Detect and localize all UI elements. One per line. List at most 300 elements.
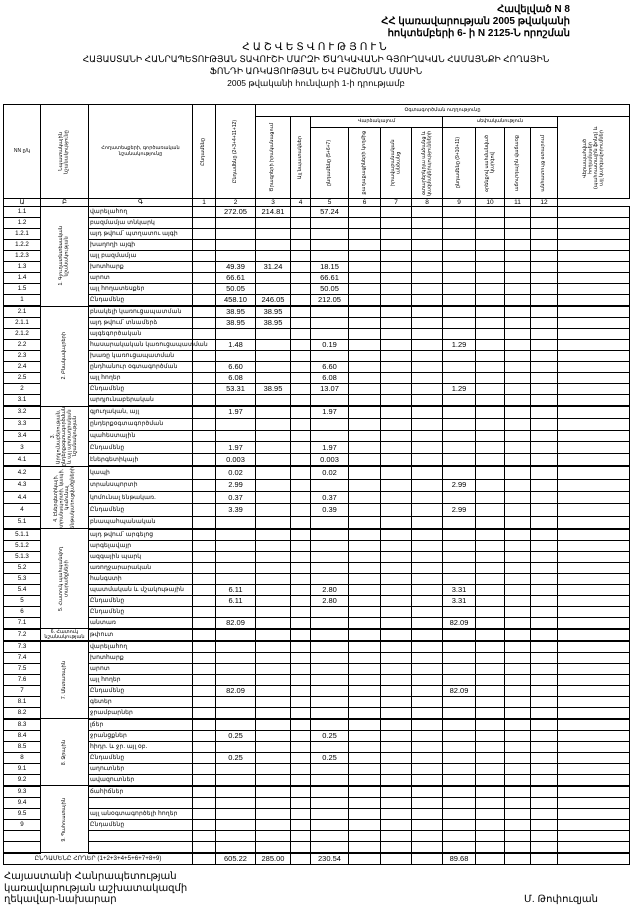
cell-col-7 — [412, 295, 443, 307]
cell-col-2 — [256, 573, 291, 584]
cell-unit — [193, 752, 216, 763]
cell-col-8 — [443, 573, 476, 584]
row-number: 8 — [4, 752, 41, 763]
cell-col-5 — [349, 562, 381, 573]
cell-col-10 — [505, 797, 531, 808]
cell-col-1: 49.39 — [216, 262, 256, 273]
cell-col-3 — [291, 730, 311, 741]
cell-col-5 — [349, 540, 381, 551]
cell-col-5 — [349, 466, 381, 479]
cell-col-12 — [558, 406, 630, 418]
cell-unit — [193, 641, 216, 653]
cell-col-7 — [412, 752, 443, 763]
cell-col-5 — [349, 418, 381, 430]
row-name: այդ թվում՝ պտղատու այգի — [89, 229, 193, 240]
row-number: 5.1 — [4, 516, 41, 529]
cell-col-9 — [476, 318, 505, 329]
cell-col-1: 1.97 — [216, 406, 256, 418]
cell-col-5 — [349, 584, 381, 595]
land-category-label: 6. Հատուկ նշանակության — [44, 628, 85, 640]
table-row — [4, 295, 630, 307]
table-row — [4, 491, 630, 503]
row-number: 9.3 — [4, 786, 41, 798]
cell-col-3 — [291, 318, 311, 329]
cell-col-8 — [443, 752, 476, 763]
cell-col-4 — [311, 218, 349, 229]
cell-col-12 — [558, 540, 630, 551]
cell-col-10 — [505, 284, 531, 295]
cell-col-12 — [558, 551, 630, 562]
cell-col-7 — [412, 262, 443, 273]
cell-col-3 — [291, 251, 311, 262]
cell-col-5 — [349, 207, 381, 218]
cell-col-12 — [558, 516, 630, 529]
cell-col-10 — [505, 454, 531, 466]
cell-col-12 — [558, 617, 630, 629]
total-col-6 — [381, 853, 412, 865]
table-row — [4, 808, 630, 819]
cell-col-1 — [216, 551, 256, 562]
cell-col-5 — [349, 685, 381, 696]
cell-col-4: 6.08 — [311, 373, 349, 384]
column-code: Ա — [4, 199, 41, 207]
header-c10-text: աճուրդային վաճառք — [513, 134, 520, 192]
header-c2 — [256, 117, 291, 199]
cell-col-11 — [531, 318, 558, 329]
cell-col-4 — [311, 841, 349, 853]
cell-col-2 — [256, 551, 291, 562]
row-number: 7.4 — [4, 652, 41, 663]
cell-col-9 — [476, 752, 505, 763]
table-row — [4, 606, 630, 617]
cell-unit — [193, 741, 216, 752]
cell-col-3 — [291, 819, 311, 830]
cell-col-10 — [505, 707, 531, 719]
cell-col-12 — [558, 652, 630, 663]
cell-col-1 — [216, 786, 256, 798]
cell-col-8 — [443, 454, 476, 466]
cell-col-6 — [381, 218, 412, 229]
cell-col-6 — [381, 797, 412, 808]
cell-col-7 — [412, 479, 443, 491]
cell-col-1 — [216, 841, 256, 853]
cell-col-5 — [349, 741, 381, 752]
cell-col-4 — [311, 479, 349, 491]
cell-col-6 — [381, 573, 412, 584]
cell-col-9 — [476, 262, 505, 273]
cell-col-12 — [558, 466, 630, 479]
cell-unit — [193, 573, 216, 584]
cell-unit — [193, 229, 216, 240]
header-c1-text: Ընդամենը (2+3+4+11+12) — [231, 119, 238, 184]
cell-col-8 — [443, 841, 476, 853]
row-number: 2.4 — [4, 362, 41, 373]
cell-col-7 — [412, 207, 443, 218]
cell-col-10 — [505, 819, 531, 830]
cell-col-1 — [216, 641, 256, 653]
cell-col-10 — [505, 741, 531, 752]
cell-col-3 — [291, 273, 311, 284]
row-number: 4.4 — [4, 491, 41, 503]
cell-unit — [193, 707, 216, 719]
cell-col-9 — [476, 741, 505, 752]
cell-col-3 — [291, 395, 311, 407]
cell-col-11 — [531, 251, 558, 262]
header-c4-text: ընդամենը (5+6+7) — [325, 139, 332, 187]
cell-col-10 — [505, 295, 531, 307]
cell-col-5 — [349, 454, 381, 466]
land-category-cell — [41, 529, 89, 629]
cell-col-9 — [476, 641, 505, 653]
row-number: 9 — [4, 819, 41, 830]
header-c12-text: Վերապահված հողամասեր (պահուստային ֆոնդ) և այլ կարգավորումներ — [581, 126, 604, 189]
table-row — [4, 774, 630, 786]
cell-col-2: 214.81 — [256, 207, 291, 218]
cell-col-9 — [476, 273, 505, 284]
row-name: խառը կառուցապատման — [89, 351, 193, 362]
cell-unit — [193, 306, 216, 318]
cell-col-1 — [216, 573, 256, 584]
cell-col-11 — [531, 384, 558, 395]
cell-col-10 — [505, 786, 531, 798]
cell-col-12 — [558, 819, 630, 830]
row-name: կոմունալ ենթակառ. — [89, 491, 193, 503]
cell-unit — [193, 318, 216, 329]
cell-col-6 — [381, 841, 412, 853]
cell-col-9 — [476, 406, 505, 418]
cell-col-11 — [531, 262, 558, 273]
cell-col-2 — [256, 362, 291, 373]
cell-col-10 — [505, 442, 531, 454]
row-number: 1.3 — [4, 262, 41, 273]
row-name: Ընդամենը — [89, 442, 193, 454]
cell-col-6 — [381, 641, 412, 653]
cell-col-2 — [256, 218, 291, 229]
cell-col-7 — [412, 808, 443, 819]
cell-col-2 — [256, 284, 291, 295]
cell-col-11 — [531, 529, 558, 541]
row-number: 6 — [4, 606, 41, 617]
table-row — [4, 516, 630, 529]
cell-col-1: 82.09 — [216, 617, 256, 629]
row-number: 2.1.1 — [4, 318, 41, 329]
cell-col-8 — [443, 373, 476, 384]
cell-col-9 — [476, 730, 505, 741]
cell-unit — [193, 373, 216, 384]
table-row — [4, 442, 630, 454]
cell-col-2 — [256, 430, 291, 442]
row-name: արոտ — [89, 663, 193, 674]
cell-col-6 — [381, 329, 412, 340]
cell-col-2 — [256, 841, 291, 853]
cell-col-1 — [216, 562, 256, 573]
cell-unit — [193, 251, 216, 262]
cell-col-5 — [349, 218, 381, 229]
cell-col-12 — [558, 418, 630, 430]
header-c1 — [216, 105, 256, 199]
cell-col-2 — [256, 351, 291, 362]
cell-col-9 — [476, 516, 505, 529]
cell-col-5 — [349, 841, 381, 853]
cell-col-2 — [256, 504, 291, 516]
cell-col-11 — [531, 406, 558, 418]
cell-col-11 — [531, 229, 558, 240]
cell-col-12 — [558, 318, 630, 329]
cell-col-7 — [412, 774, 443, 786]
row-number: 5.1.3 — [4, 551, 41, 562]
cell-col-12 — [558, 218, 630, 229]
cell-col-2 — [256, 595, 291, 606]
row-number: 2.2 — [4, 340, 41, 351]
row-name: առողջարարական — [89, 562, 193, 573]
cell-col-3 — [291, 774, 311, 786]
cell-col-9 — [476, 362, 505, 373]
cell-col-5 — [349, 240, 381, 251]
cell-col-10 — [505, 318, 531, 329]
cell-unit — [193, 384, 216, 395]
cell-col-12 — [558, 491, 630, 503]
row-number: 1.2 — [4, 218, 41, 229]
cell-col-1 — [216, 652, 256, 663]
cell-col-9 — [476, 491, 505, 503]
cell-col-9 — [476, 306, 505, 318]
header-c4 — [311, 128, 349, 199]
cell-col-2 — [256, 584, 291, 595]
cell-col-2 — [256, 395, 291, 407]
cell-col-7 — [412, 641, 443, 653]
cell-col-4 — [311, 786, 349, 798]
cell-unit — [193, 595, 216, 606]
land-category-cell — [41, 719, 89, 786]
row-name: Ընդամենը — [89, 295, 193, 307]
cell-col-7 — [412, 373, 443, 384]
table-row — [4, 351, 630, 362]
cell-col-12 — [558, 741, 630, 752]
cell-col-9 — [476, 373, 505, 384]
cell-col-6 — [381, 491, 412, 503]
cell-col-4 — [311, 551, 349, 562]
row-number: 8.1 — [4, 696, 41, 707]
cell-col-11 — [531, 830, 558, 841]
cell-col-3 — [291, 562, 311, 573]
cell-col-7 — [412, 617, 443, 629]
cell-col-12 — [558, 284, 630, 295]
cell-col-7 — [412, 395, 443, 407]
cell-col-7 — [412, 730, 443, 741]
land-category-label: 7. Անտառային — [60, 661, 67, 700]
cell-col-10 — [505, 595, 531, 606]
cell-col-6 — [381, 606, 412, 617]
cell-col-4: 0.25 — [311, 730, 349, 741]
cell-col-8 — [443, 674, 476, 685]
cell-col-11 — [531, 362, 558, 373]
cell-col-8 — [443, 641, 476, 653]
land-category-cell — [41, 629, 89, 641]
cell-col-1 — [216, 696, 256, 707]
cell-col-4 — [311, 685, 349, 696]
cell-col-3 — [291, 641, 311, 653]
header-ownership-group: սեփականություն — [443, 117, 558, 128]
cell-unit — [193, 491, 216, 503]
row-number: 9.2 — [4, 774, 41, 786]
cell-col-12 — [558, 373, 630, 384]
cell-col-5 — [349, 340, 381, 351]
cell-col-9 — [476, 573, 505, 584]
cell-col-9 — [476, 663, 505, 674]
cell-col-12 — [558, 841, 630, 853]
cell-col-5 — [349, 229, 381, 240]
cell-col-8 — [443, 306, 476, 318]
row-number: 8.3 — [4, 719, 41, 731]
cell-col-1 — [216, 707, 256, 719]
cell-col-5 — [349, 752, 381, 763]
cell-col-7 — [412, 318, 443, 329]
row-name: խոտհարք — [89, 262, 193, 273]
cell-col-5 — [349, 273, 381, 284]
total-label: ԸՆԴԱՄԵՆԸ ՀՈՂԵՐ (1+2+3+4+5+6+7+8+9) — [4, 853, 193, 865]
cell-col-9 — [476, 652, 505, 663]
table-row — [4, 362, 630, 373]
cell-col-9 — [476, 763, 505, 774]
cell-col-12 — [558, 273, 630, 284]
cell-col-8 — [443, 218, 476, 229]
table-row — [4, 240, 630, 251]
cell-col-9 — [476, 384, 505, 395]
cell-col-3 — [291, 808, 311, 819]
cell-col-4 — [311, 819, 349, 830]
cell-col-3 — [291, 430, 311, 442]
cell-col-6 — [381, 830, 412, 841]
cell-col-12 — [558, 384, 630, 395]
cell-col-6 — [381, 229, 412, 240]
cell-col-1: 6.11 — [216, 584, 256, 595]
table-row — [4, 841, 630, 853]
cell-col-1: 272.05 — [216, 207, 256, 218]
cell-col-10 — [505, 329, 531, 340]
cell-col-6 — [381, 730, 412, 741]
row-name: տրանսպորտի — [89, 479, 193, 491]
cell-col-4: 6.60 — [311, 362, 349, 373]
cell-col-12 — [558, 529, 630, 541]
total-col-1: 605.22 — [216, 853, 256, 865]
cell-col-8: 2.99 — [443, 479, 476, 491]
cell-unit — [193, 663, 216, 674]
cell-col-2 — [256, 273, 291, 284]
cell-col-8: 3.31 — [443, 584, 476, 595]
cell-col-4 — [311, 674, 349, 685]
cell-col-11 — [531, 284, 558, 295]
cell-col-10 — [505, 551, 531, 562]
row-number: 7 — [4, 685, 41, 696]
cell-col-7 — [412, 340, 443, 351]
cell-unit — [193, 284, 216, 295]
cell-col-11 — [531, 730, 558, 741]
cell-col-3 — [291, 406, 311, 418]
cell-unit — [193, 562, 216, 573]
cell-col-7 — [412, 707, 443, 719]
row-name: Ընդամենը — [89, 685, 193, 696]
cell-col-5 — [349, 797, 381, 808]
cell-col-6 — [381, 617, 412, 629]
row-name — [89, 797, 193, 808]
row-name: ճահիճներ — [89, 786, 193, 798]
row-number: 4.1 — [4, 454, 41, 466]
table-row — [4, 306, 630, 318]
table-row — [4, 562, 630, 573]
cell-col-2 — [256, 763, 291, 774]
cell-col-9 — [476, 430, 505, 442]
cell-col-3 — [291, 551, 311, 562]
cell-col-7 — [412, 584, 443, 595]
row-name: ընդհանուր օգտագործման — [89, 362, 193, 373]
row-name: ջրանցքներ — [89, 730, 193, 741]
row-name: այլ հողեր — [89, 373, 193, 384]
row-name: այդ թվում՝ տնամերձ — [89, 318, 193, 329]
cell-col-8 — [443, 629, 476, 641]
cell-col-4 — [311, 395, 349, 407]
cell-col-10 — [505, 696, 531, 707]
cell-col-9 — [476, 707, 505, 719]
cell-col-12 — [558, 207, 630, 218]
row-name: խոտհարք — [89, 652, 193, 663]
table-row — [4, 652, 630, 663]
cell-col-3 — [291, 466, 311, 479]
cell-col-7 — [412, 362, 443, 373]
cell-col-5 — [349, 595, 381, 606]
cell-col-8 — [443, 430, 476, 442]
cell-col-6 — [381, 384, 412, 395]
row-name: լճեր — [89, 719, 193, 731]
cell-col-1: 1.48 — [216, 340, 256, 351]
cell-col-11 — [531, 707, 558, 719]
cell-col-11 — [531, 685, 558, 696]
cell-col-8 — [443, 466, 476, 479]
total-col-2: 285.00 — [256, 853, 291, 865]
cell-col-9 — [476, 479, 505, 491]
cell-col-6 — [381, 262, 412, 273]
cell-col-10 — [505, 584, 531, 595]
cell-col-7 — [412, 406, 443, 418]
row-number: 2.1.2 — [4, 329, 41, 340]
land-fund-table — [3, 104, 630, 865]
row-name: աղուտներ — [89, 763, 193, 774]
table-row — [4, 406, 630, 418]
cell-col-10 — [505, 752, 531, 763]
cell-col-12 — [558, 442, 630, 454]
row-number: 3 — [4, 442, 41, 454]
cell-unit — [193, 218, 216, 229]
cell-col-7 — [412, 384, 443, 395]
cell-col-2 — [256, 685, 291, 696]
cell-col-11 — [531, 774, 558, 786]
row-number: 8.2 — [4, 707, 41, 719]
cell-col-8 — [443, 318, 476, 329]
document-date: 2005 թվականի հունվարի 1-ի դրությամբ — [227, 78, 405, 88]
cell-col-3 — [291, 663, 311, 674]
cell-col-12 — [558, 351, 630, 362]
cell-col-3 — [291, 479, 311, 491]
cell-col-8 — [443, 284, 476, 295]
table-row — [4, 674, 630, 685]
header-c5 — [349, 128, 381, 199]
cell-unit — [193, 629, 216, 641]
cell-col-8 — [443, 262, 476, 273]
cell-col-9 — [476, 674, 505, 685]
cell-col-2 — [256, 340, 291, 351]
cell-col-5 — [349, 362, 381, 373]
total-col-9 — [476, 853, 505, 865]
cell-col-10 — [505, 663, 531, 674]
